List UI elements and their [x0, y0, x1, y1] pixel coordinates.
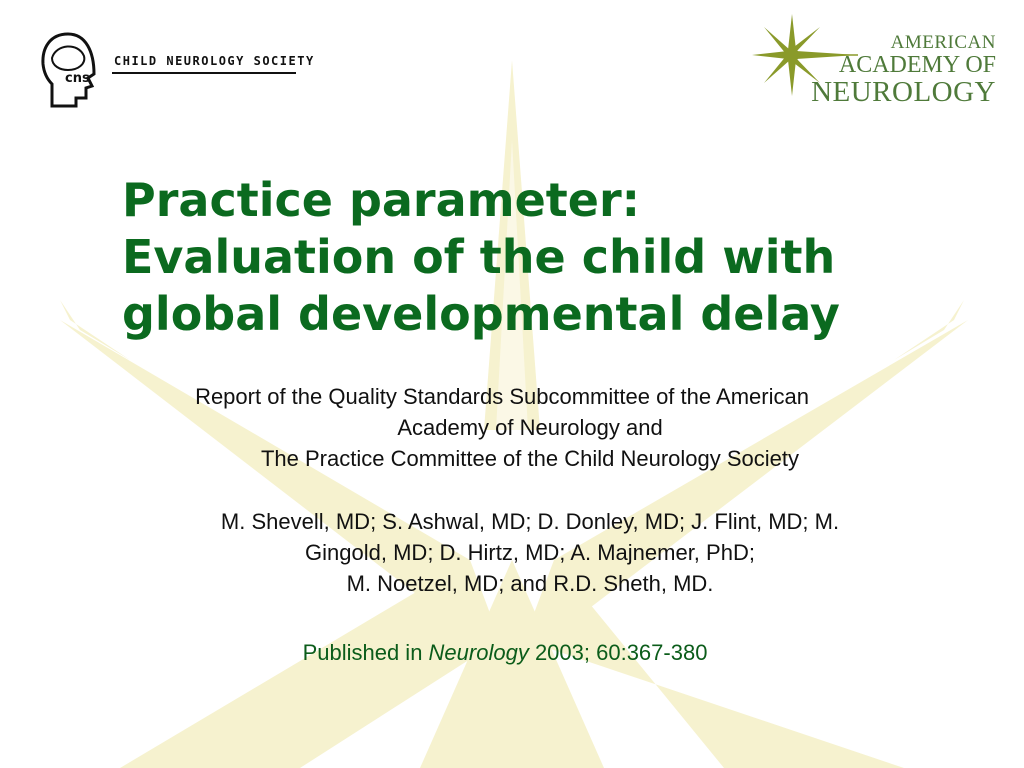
title-line-3: global developmental delay: [122, 287, 840, 341]
authors-line-2: Gingold, MD; D. Hirtz, MD; A. Majnemer, PhD;: [305, 540, 755, 565]
aan-logo: [750, 10, 1000, 110]
report-line-2: Academy of Neurology and: [397, 415, 663, 440]
report-line-1: Report of the Quality Standards Subcommittee of the American: [195, 384, 809, 409]
head-profile-icon: [38, 28, 108, 112]
authors-line-1: M. Shevell, MD; S. Ashwal, MD; D. Donley, MD; J. Flint, MD; M.: [220, 509, 840, 534]
title-line-2: Evaluation of the child with: [122, 230, 836, 284]
journal-name: Neurology: [428, 640, 529, 665]
aan-line-academy: ACADEMY OF: [838, 52, 996, 78]
cns-logo: [38, 28, 315, 112]
published-citation: 2003; 60:367-380: [528, 640, 708, 665]
authors-line-3: M. Noetzel, MD; and R.D. Sheth, MD.: [346, 571, 714, 596]
report-statement: [60, 381, 1000, 474]
slide-title: [122, 172, 962, 343]
aan-line-neurology: NEUROLOGY: [811, 76, 996, 108]
publication-citation: [60, 640, 950, 666]
aan-line-american: AMERICAN: [890, 32, 996, 53]
cns-monogram: cns: [65, 71, 90, 86]
title-line-1: Practice parameter:: [122, 173, 641, 227]
cns-wordmark: CHILD NEUROLOGY SOCIETY: [114, 54, 315, 68]
report-line-3: The Practice Committee of the Child Neurology Society: [260, 446, 799, 471]
author-list: [60, 506, 1000, 599]
cns-underline: [112, 72, 296, 74]
published-prefix: Published in: [302, 640, 429, 665]
